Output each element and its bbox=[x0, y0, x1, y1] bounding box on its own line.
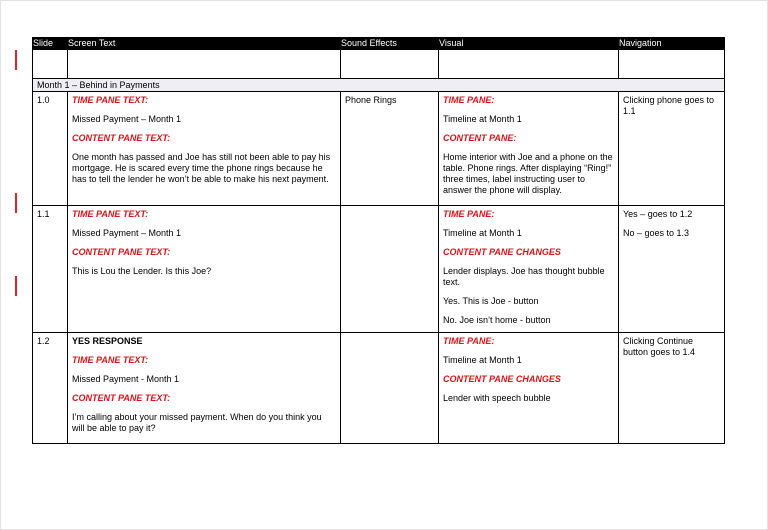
table-cell bbox=[439, 50, 619, 79]
slide-number: 1.0 bbox=[37, 95, 50, 105]
visual-label: CONTENT PANE CHANGES bbox=[443, 374, 561, 384]
column-header-sound-effects: Sound Effects bbox=[341, 38, 439, 50]
table-row bbox=[33, 92, 725, 206]
visual-text: Yes. This is Joe - button bbox=[443, 296, 539, 306]
screen-text: One month has passed and Joe has still not been able to pay his mortgage. He is scared every time the phone rings because he has to tell the lender he won’t be able to make his next payment. bbox=[72, 152, 331, 184]
navigation-text: No – goes to 1.3 bbox=[623, 228, 690, 238]
navigation-cell bbox=[619, 92, 725, 206]
storyboard-table bbox=[32, 37, 725, 444]
screen-text-cell bbox=[68, 92, 341, 206]
slide-number-cell bbox=[33, 206, 68, 333]
table-row bbox=[33, 333, 725, 444]
column-header-visual: Visual bbox=[439, 38, 619, 50]
sound-effect-text: Phone Rings bbox=[345, 95, 397, 105]
visual-cell bbox=[439, 92, 619, 206]
slide-number-cell bbox=[33, 333, 68, 444]
visual-label: TIME PANE: bbox=[443, 209, 495, 219]
table-cell bbox=[341, 50, 439, 79]
screen-text: This is Lou the Lender. Is this Joe? bbox=[72, 266, 212, 276]
visual-label: CONTENT PANE: bbox=[443, 133, 517, 143]
visual-text: Home interior with Joe and a phone on the table. Phone rings. After displaying “Ring!” three times, label instructing user to answer the phone will display. bbox=[443, 152, 613, 195]
table-cell bbox=[33, 50, 68, 79]
navigation-text: Yes – goes to 1.2 bbox=[623, 209, 693, 219]
screen-label: TIME PANE TEXT: bbox=[72, 209, 149, 219]
table-cell bbox=[619, 50, 725, 79]
screen-label: TIME PANE TEXT: bbox=[72, 355, 149, 365]
revision-mark bbox=[15, 50, 17, 70]
screen-label: CONTENT PANE TEXT: bbox=[72, 133, 171, 143]
blank-row bbox=[33, 50, 725, 79]
navigation-cell bbox=[619, 206, 725, 333]
section-heading: Month 1 – Behind in Payments bbox=[33, 79, 725, 92]
visual-text: Timeline at Month 1 bbox=[443, 114, 522, 124]
revision-mark bbox=[15, 193, 17, 213]
slide-number: 1.1 bbox=[37, 209, 50, 219]
screen-heading: YES RESPONSE bbox=[72, 336, 143, 346]
visual-cell bbox=[439, 333, 619, 444]
screen-label: CONTENT PANE TEXT: bbox=[72, 247, 171, 257]
visual-label: TIME PANE: bbox=[443, 95, 495, 105]
sound-effects-cell bbox=[341, 206, 439, 333]
visual-text: Lender with speech bubble bbox=[443, 393, 551, 403]
slide-number-cell bbox=[33, 92, 68, 206]
visual-cell bbox=[439, 206, 619, 333]
column-header-navigation: Navigation bbox=[619, 38, 725, 50]
navigation-text: Clicking Continue button goes to 1.4 bbox=[623, 336, 696, 357]
screen-text: I’m calling about your missed payment. When do you think you will be able to pay it? bbox=[72, 412, 322, 433]
visual-text: No. Joe isn’t home - button bbox=[443, 315, 551, 325]
screen-label: CONTENT PANE TEXT: bbox=[72, 393, 171, 403]
screen-text: Missed Payment - Month 1 bbox=[72, 374, 180, 384]
navigation-text: Clicking phone goes to 1.1 bbox=[623, 95, 715, 116]
screen-text-cell bbox=[68, 333, 341, 444]
visual-label: TIME PANE: bbox=[443, 336, 495, 346]
visual-text: Timeline at Month 1 bbox=[443, 355, 522, 365]
table-row bbox=[33, 206, 725, 333]
navigation-cell bbox=[619, 333, 725, 444]
revision-mark bbox=[15, 276, 17, 296]
section-row bbox=[33, 79, 725, 92]
sound-effects-cell bbox=[341, 92, 439, 206]
column-header-screen-text: Screen Text bbox=[68, 38, 341, 50]
screen-text: Missed Payment – Month 1 bbox=[72, 228, 182, 238]
visual-text: Lender displays. Joe has thought bubble text. bbox=[443, 266, 605, 287]
header-row bbox=[33, 38, 725, 50]
visual-text: Timeline at Month 1 bbox=[443, 228, 522, 238]
table-cell bbox=[68, 50, 341, 79]
sound-effects-cell bbox=[341, 333, 439, 444]
screen-text: Missed Payment – Month 1 bbox=[72, 114, 182, 124]
visual-label: CONTENT PANE CHANGES bbox=[443, 247, 561, 257]
column-header-slide: Slide bbox=[33, 38, 68, 50]
screen-label: TIME PANE TEXT: bbox=[72, 95, 149, 105]
slide-number: 1.2 bbox=[37, 336, 50, 346]
screen-text-cell bbox=[68, 206, 341, 333]
